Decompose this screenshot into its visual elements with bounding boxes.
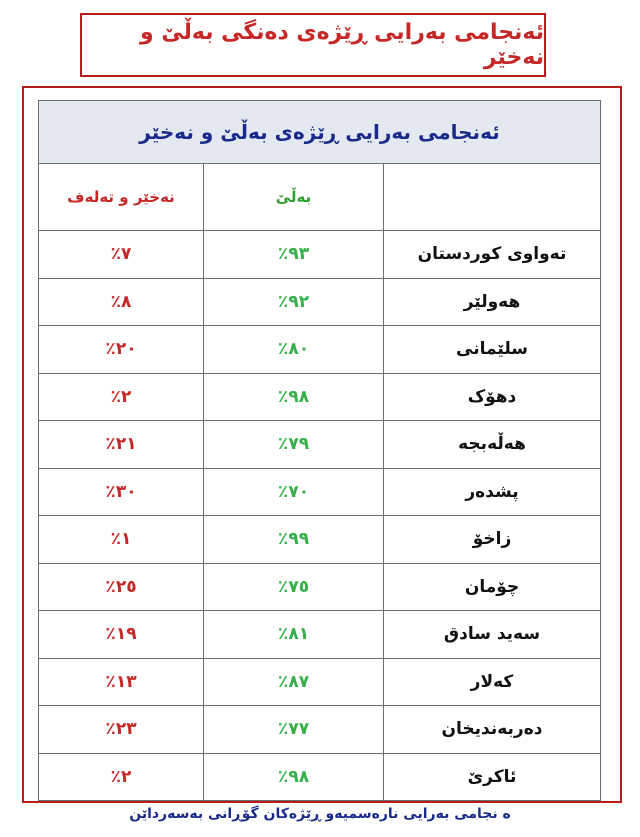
cell-yes: ٪٧٥: [204, 563, 384, 611]
table-heading-row: [39, 101, 601, 164]
cell-region: ئاکرێ: [384, 753, 601, 801]
cell-yes: ٪٩٢: [204, 278, 384, 326]
column-header-region: [384, 164, 601, 231]
column-header-row: [39, 164, 601, 231]
cell-yes: ٪٨٧: [204, 658, 384, 706]
column-header-yes: بەڵێ: [204, 164, 384, 231]
cell-no: ٪٢: [39, 753, 204, 801]
table-row: [39, 658, 601, 706]
cell-no: ٪٣٠: [39, 468, 204, 516]
cell-region: سەید سادق: [384, 611, 601, 659]
cell-region: زاخۆ: [384, 516, 601, 564]
cell-region: چۆمان: [384, 563, 601, 611]
cell-no: ٪١٩: [39, 611, 204, 659]
cell-region: پشدەر: [384, 468, 601, 516]
column-header-no: نەخێر و تەلەف: [39, 164, 204, 231]
table-row: [39, 611, 601, 659]
cell-no: ٪١: [39, 516, 204, 564]
cell-no: ٪٢٣: [39, 706, 204, 754]
cell-yes: ٪٩٩: [204, 516, 384, 564]
cell-region: کەلار: [384, 658, 601, 706]
cell-yes: ٪٩٨: [204, 373, 384, 421]
cell-region: تەواوی کوردستان: [384, 231, 601, 279]
cell-no: ٪٢٥: [39, 563, 204, 611]
results-table: [38, 100, 601, 801]
cell-region: دەربەندیخان: [384, 706, 601, 754]
table-row: [39, 278, 601, 326]
cell-no: ٪٢١: [39, 421, 204, 469]
cell-yes: ٪٨١: [204, 611, 384, 659]
cell-yes: ٪٩٣: [204, 231, 384, 279]
cell-no: ٪٢٠: [39, 326, 204, 374]
table-row: [39, 753, 601, 801]
cell-region: سلێمانی: [384, 326, 601, 374]
results-table-wrapper: [38, 100, 600, 801]
page-title: [80, 13, 546, 77]
cell-no: ٪١٣: [39, 658, 204, 706]
table-row: [39, 326, 601, 374]
cell-yes: ٪٧٠: [204, 468, 384, 516]
cell-yes: ٪٩٨: [204, 753, 384, 801]
footer-note: ە نجامی بەرایی نارەسمیەو ڕێژەکان گۆڕانی بەسەرداێن: [129, 806, 511, 822]
cell-region: هەڵەبجە: [384, 421, 601, 469]
table-row: [39, 563, 601, 611]
cell-region: دهۆک: [384, 373, 601, 421]
cell-no: ٪٧: [39, 231, 204, 279]
table-row: [39, 516, 601, 564]
table-row: [39, 231, 601, 279]
table-row: [39, 468, 601, 516]
table-row: [39, 373, 601, 421]
table-row: [39, 421, 601, 469]
cell-no: ٪٨: [39, 278, 204, 326]
page-title-text: ئەنجامی بەرایی ڕێژەی دەنگی بەڵێ و نەخێر: [140, 20, 544, 70]
cell-no: ٪٢: [39, 373, 204, 421]
table-row: [39, 706, 601, 754]
cell-yes: ٪٧٧: [204, 706, 384, 754]
cell-yes: ٪٧٩: [204, 421, 384, 469]
cell-yes: ٪٨٠: [204, 326, 384, 374]
cell-region: هەولێر: [384, 278, 601, 326]
table-heading: ئەنجامی بەرایی ڕێژەی بەڵێ و نەخێر: [39, 101, 601, 164]
